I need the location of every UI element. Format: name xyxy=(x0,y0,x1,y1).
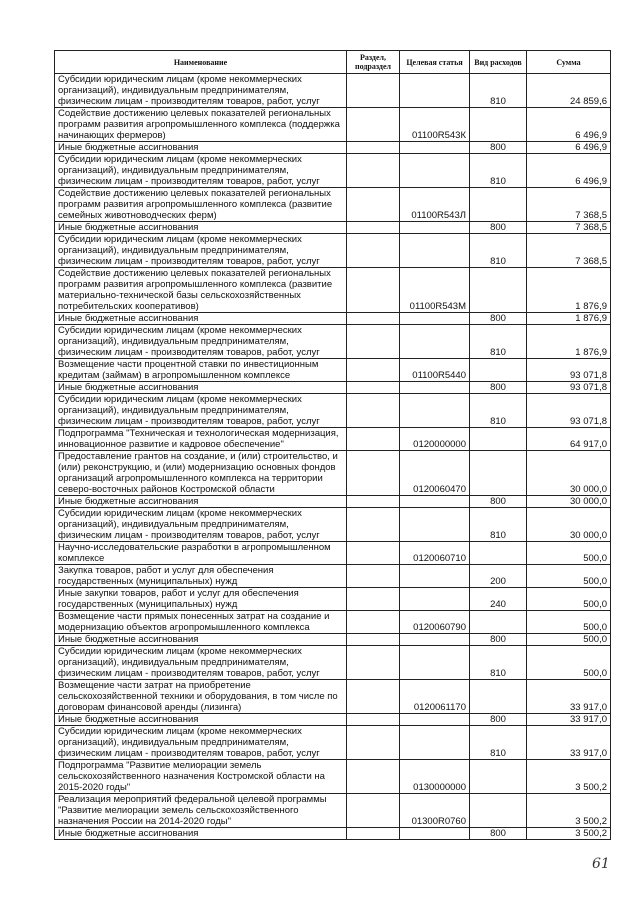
cell-section xyxy=(347,428,400,451)
table-row xyxy=(55,428,611,451)
cell-name: Субсидии юридическим лицам (кроме некоммерческих организаций), индивидуальным предпринимателям, физическим лицам - производителям товаров, работ, услуг xyxy=(55,154,347,188)
cell-article xyxy=(400,496,470,508)
table-row xyxy=(55,325,611,359)
cell-expense xyxy=(470,188,527,222)
cell-name: Субсидии юридическим лицам (кроме некоммерческих организаций), индивидуальным предпринимателям, физическим лицам - производителям товаров, работ, услуг xyxy=(55,508,347,542)
cell-sum: 500,0 xyxy=(527,588,611,611)
cell-expense xyxy=(470,359,527,382)
cell-name: Иные бюджетные ассигнования xyxy=(55,828,347,840)
cell-article xyxy=(400,394,470,428)
cell-sum: 30 000,0 xyxy=(527,451,611,496)
cell-expense xyxy=(470,680,527,714)
cell-section xyxy=(347,828,400,840)
cell-sum: 33 917,0 xyxy=(527,714,611,726)
cell-expense: 800 xyxy=(470,313,527,325)
cell-sum: 500,0 xyxy=(527,542,611,565)
cell-name: Научно-исследовательские разработки в агропромышленном комплексе xyxy=(55,542,347,565)
table-row xyxy=(55,451,611,496)
cell-article xyxy=(400,313,470,325)
header-sum: Сумма xyxy=(527,51,611,74)
cell-section xyxy=(347,611,400,634)
cell-sum: 93 071,8 xyxy=(527,394,611,428)
table-row xyxy=(55,760,611,794)
cell-section xyxy=(347,382,400,394)
cell-section xyxy=(347,222,400,234)
cell-expense: 810 xyxy=(470,508,527,542)
table-row xyxy=(55,680,611,714)
cell-expense xyxy=(470,760,527,794)
cell-section xyxy=(347,542,400,565)
table-row xyxy=(55,588,611,611)
table-row xyxy=(55,794,611,828)
table-row xyxy=(55,394,611,428)
cell-article xyxy=(400,382,470,394)
cell-name: Субсидии юридическим лицам (кроме некоммерческих организаций), индивидуальным предпринимателям, физическим лицам - производителям товаров, работ, услуг xyxy=(55,646,347,680)
cell-article xyxy=(400,222,470,234)
cell-article xyxy=(400,588,470,611)
cell-sum: 3 500,2 xyxy=(527,760,611,794)
header-article: Целевая статья xyxy=(400,51,470,74)
cell-sum: 24 859,6 xyxy=(527,74,611,108)
cell-name: Закупка товаров, работ и услуг для обеспечения государственных (муниципальных) нужд xyxy=(55,565,347,588)
cell-section xyxy=(347,726,400,760)
cell-article: 01100R543К xyxy=(400,108,470,142)
cell-sum: 3 500,2 xyxy=(527,828,611,840)
cell-name: Иные бюджетные ассигнования xyxy=(55,313,347,325)
table-row xyxy=(55,828,611,840)
cell-name: Иные бюджетные ассигнования xyxy=(55,382,347,394)
cell-section xyxy=(347,565,400,588)
cell-expense: 810 xyxy=(470,394,527,428)
cell-sum: 6 496,9 xyxy=(527,142,611,154)
cell-article xyxy=(400,646,470,680)
cell-article: 0120000000 xyxy=(400,428,470,451)
cell-name: Возмещение части процентной ставки по инвестиционным кредитам (займам) в агропромышленном комплексе xyxy=(55,359,347,382)
cell-expense: 810 xyxy=(470,154,527,188)
table-row xyxy=(55,154,611,188)
cell-name: Возмещение части затрат на приобретение сельскохозяйственной техники и оборудования, в том числе по договорам финансовой аренды (лизинга) xyxy=(55,680,347,714)
cell-name: Подпрограмма "Техническая и технологическая модернизация, инновационное развитие и кадровое обеспечение" xyxy=(55,428,347,451)
table-row xyxy=(55,508,611,542)
cell-article xyxy=(400,74,470,108)
cell-name: Иные бюджетные ассигнования xyxy=(55,222,347,234)
cell-section xyxy=(347,268,400,313)
cell-section xyxy=(347,188,400,222)
cell-expense xyxy=(470,428,527,451)
table-row xyxy=(55,234,611,268)
cell-sum: 500,0 xyxy=(527,611,611,634)
cell-sum: 3 500,2 xyxy=(527,794,611,828)
table-row xyxy=(55,222,611,234)
cell-section xyxy=(347,508,400,542)
cell-section xyxy=(347,680,400,714)
cell-section xyxy=(347,234,400,268)
cell-name: Иные закупки товаров, работ и услуг для обеспечения государственных (муниципальных) нужд xyxy=(55,588,347,611)
cell-expense: 800 xyxy=(470,382,527,394)
table-row xyxy=(55,188,611,222)
table-row xyxy=(55,542,611,565)
cell-name: Субсидии юридическим лицам (кроме некоммерческих организаций), индивидуальным предпринимателям, физическим лицам - производителям товаров, работ, услуг xyxy=(55,726,347,760)
cell-expense xyxy=(470,451,527,496)
cell-article xyxy=(400,634,470,646)
cell-expense: 240 xyxy=(470,588,527,611)
cell-article: 0120060470 xyxy=(400,451,470,496)
cell-expense: 810 xyxy=(470,234,527,268)
cell-sum: 33 917,0 xyxy=(527,680,611,714)
cell-name: Реализация мероприятий федеральной целевой программы "Развитие мелиорации земель сельскохозяйственного назначения России на 2014-2020 годы" xyxy=(55,794,347,828)
table-row xyxy=(55,611,611,634)
table-row xyxy=(55,714,611,726)
cell-sum: 30 000,0 xyxy=(527,496,611,508)
cell-name: Содействие достижению целевых показателей региональных программ развития агропромышленного комплекса (поддержка начинающих фермеров) xyxy=(55,108,347,142)
table-row xyxy=(55,74,611,108)
cell-name: Содействие достижению целевых показателей региональных программ развития агропромышленного комплекса (развитие семейных животноводческих ферм) xyxy=(55,188,347,222)
cell-section xyxy=(347,74,400,108)
cell-section xyxy=(347,142,400,154)
cell-sum: 1 876,9 xyxy=(527,325,611,359)
cell-name: Возмещение части прямых понесенных затрат на создание и модернизацию объектов агропромышленного комплекса xyxy=(55,611,347,634)
cell-section xyxy=(347,588,400,611)
cell-section xyxy=(347,794,400,828)
header-expense: Вид расходов xyxy=(470,51,527,74)
header-name: Наименование xyxy=(55,51,347,74)
cell-article: 01100R5440 xyxy=(400,359,470,382)
cell-article: 01100R543М xyxy=(400,268,470,313)
cell-sum: 7 368,5 xyxy=(527,188,611,222)
cell-expense xyxy=(470,542,527,565)
cell-section xyxy=(347,634,400,646)
table-row xyxy=(55,382,611,394)
cell-article xyxy=(400,565,470,588)
cell-expense: 800 xyxy=(470,496,527,508)
cell-section xyxy=(347,359,400,382)
cell-article xyxy=(400,154,470,188)
cell-name: Иные бюджетные ассигнования xyxy=(55,714,347,726)
table-row xyxy=(55,646,611,680)
cell-section xyxy=(347,394,400,428)
cell-article xyxy=(400,828,470,840)
cell-article xyxy=(400,325,470,359)
cell-sum: 64 917,0 xyxy=(527,428,611,451)
table-row xyxy=(55,726,611,760)
table-body xyxy=(55,74,611,840)
cell-sum: 7 368,5 xyxy=(527,234,611,268)
cell-section xyxy=(347,108,400,142)
cell-article: 0130000000 xyxy=(400,760,470,794)
table-row xyxy=(55,268,611,313)
table-row xyxy=(55,634,611,646)
cell-sum: 93 071,8 xyxy=(527,382,611,394)
cell-section xyxy=(347,451,400,496)
cell-sum: 500,0 xyxy=(527,565,611,588)
cell-name: Субсидии юридическим лицам (кроме некоммерческих организаций), индивидуальным предпринимателям, физическим лицам - производителям товаров, работ, услуг xyxy=(55,394,347,428)
page-number: 61 xyxy=(592,856,610,872)
cell-expense xyxy=(470,611,527,634)
cell-name: Содействие достижению целевых показателей региональных программ развития агропромышленного комплекса (развитие материально-технической базы сельскохозяйственных потребительских кооперативов) xyxy=(55,268,347,313)
table-header-row xyxy=(55,51,611,74)
cell-name: Субсидии юридическим лицам (кроме некоммерческих организаций), индивидуальным предпринимателям, физическим лицам - производителям товаров, работ, услуг xyxy=(55,234,347,268)
cell-section xyxy=(347,760,400,794)
cell-expense xyxy=(470,268,527,313)
cell-article xyxy=(400,234,470,268)
cell-expense xyxy=(470,794,527,828)
cell-name: Иные бюджетные ассигнования xyxy=(55,634,347,646)
cell-expense: 800 xyxy=(470,714,527,726)
cell-sum: 500,0 xyxy=(527,646,611,680)
cell-expense: 800 xyxy=(470,222,527,234)
cell-section xyxy=(347,325,400,359)
cell-name: Подпрограмма "Развитие мелиорации земель сельскохозяйственного назначения Костромской области на 2015-2020 годы" xyxy=(55,760,347,794)
cell-article: 0120061170 xyxy=(400,680,470,714)
cell-name: Предоставление грантов на создание, и (или) строительство, и (или) реконструкцию, и (или) модернизацию основных фондов организаций агропромышленного комплекса на территории северо-восточных районов Костромской области xyxy=(55,451,347,496)
cell-expense: 810 xyxy=(470,646,527,680)
header-section: Раздел, подраздел xyxy=(347,51,400,74)
cell-article: 01300R0760 xyxy=(400,794,470,828)
cell-article: 0120060710 xyxy=(400,542,470,565)
cell-article xyxy=(400,508,470,542)
cell-section xyxy=(347,154,400,188)
cell-sum: 33 917,0 xyxy=(527,726,611,760)
table-row xyxy=(55,359,611,382)
budget-table xyxy=(54,50,611,840)
cell-name: Иные бюджетные ассигнования xyxy=(55,142,347,154)
cell-sum: 1 876,9 xyxy=(527,268,611,313)
cell-sum: 6 496,9 xyxy=(527,154,611,188)
cell-name: Иные бюджетные ассигнования xyxy=(55,496,347,508)
table-row xyxy=(55,313,611,325)
cell-expense: 800 xyxy=(470,142,527,154)
cell-expense: 800 xyxy=(470,634,527,646)
cell-sum: 500,0 xyxy=(527,634,611,646)
cell-sum: 30 000,0 xyxy=(527,508,611,542)
cell-section xyxy=(347,714,400,726)
table-row xyxy=(55,496,611,508)
cell-name: Субсидии юридическим лицам (кроме некоммерческих организаций), индивидуальным предпринимателям, физическим лицам - производителям товаров, работ, услуг xyxy=(55,74,347,108)
cell-article xyxy=(400,142,470,154)
cell-article xyxy=(400,726,470,760)
cell-sum: 7 368,5 xyxy=(527,222,611,234)
cell-expense xyxy=(470,108,527,142)
table-row xyxy=(55,108,611,142)
cell-section xyxy=(347,646,400,680)
cell-expense: 810 xyxy=(470,74,527,108)
cell-article: 0120060790 xyxy=(400,611,470,634)
cell-expense: 810 xyxy=(470,325,527,359)
cell-article xyxy=(400,714,470,726)
cell-article: 01100R543Л xyxy=(400,188,470,222)
cell-section xyxy=(347,496,400,508)
cell-section xyxy=(347,313,400,325)
cell-name: Субсидии юридическим лицам (кроме некоммерческих организаций), индивидуальным предпринимателям, физическим лицам - производителям товаров, работ, услуг xyxy=(55,325,347,359)
cell-expense: 810 xyxy=(470,726,527,760)
table-row xyxy=(55,142,611,154)
table-row xyxy=(55,565,611,588)
cell-expense: 800 xyxy=(470,828,527,840)
cell-sum: 1 876,9 xyxy=(527,313,611,325)
cell-sum: 93 071,8 xyxy=(527,359,611,382)
cell-sum: 6 496,9 xyxy=(527,108,611,142)
cell-expense: 200 xyxy=(470,565,527,588)
